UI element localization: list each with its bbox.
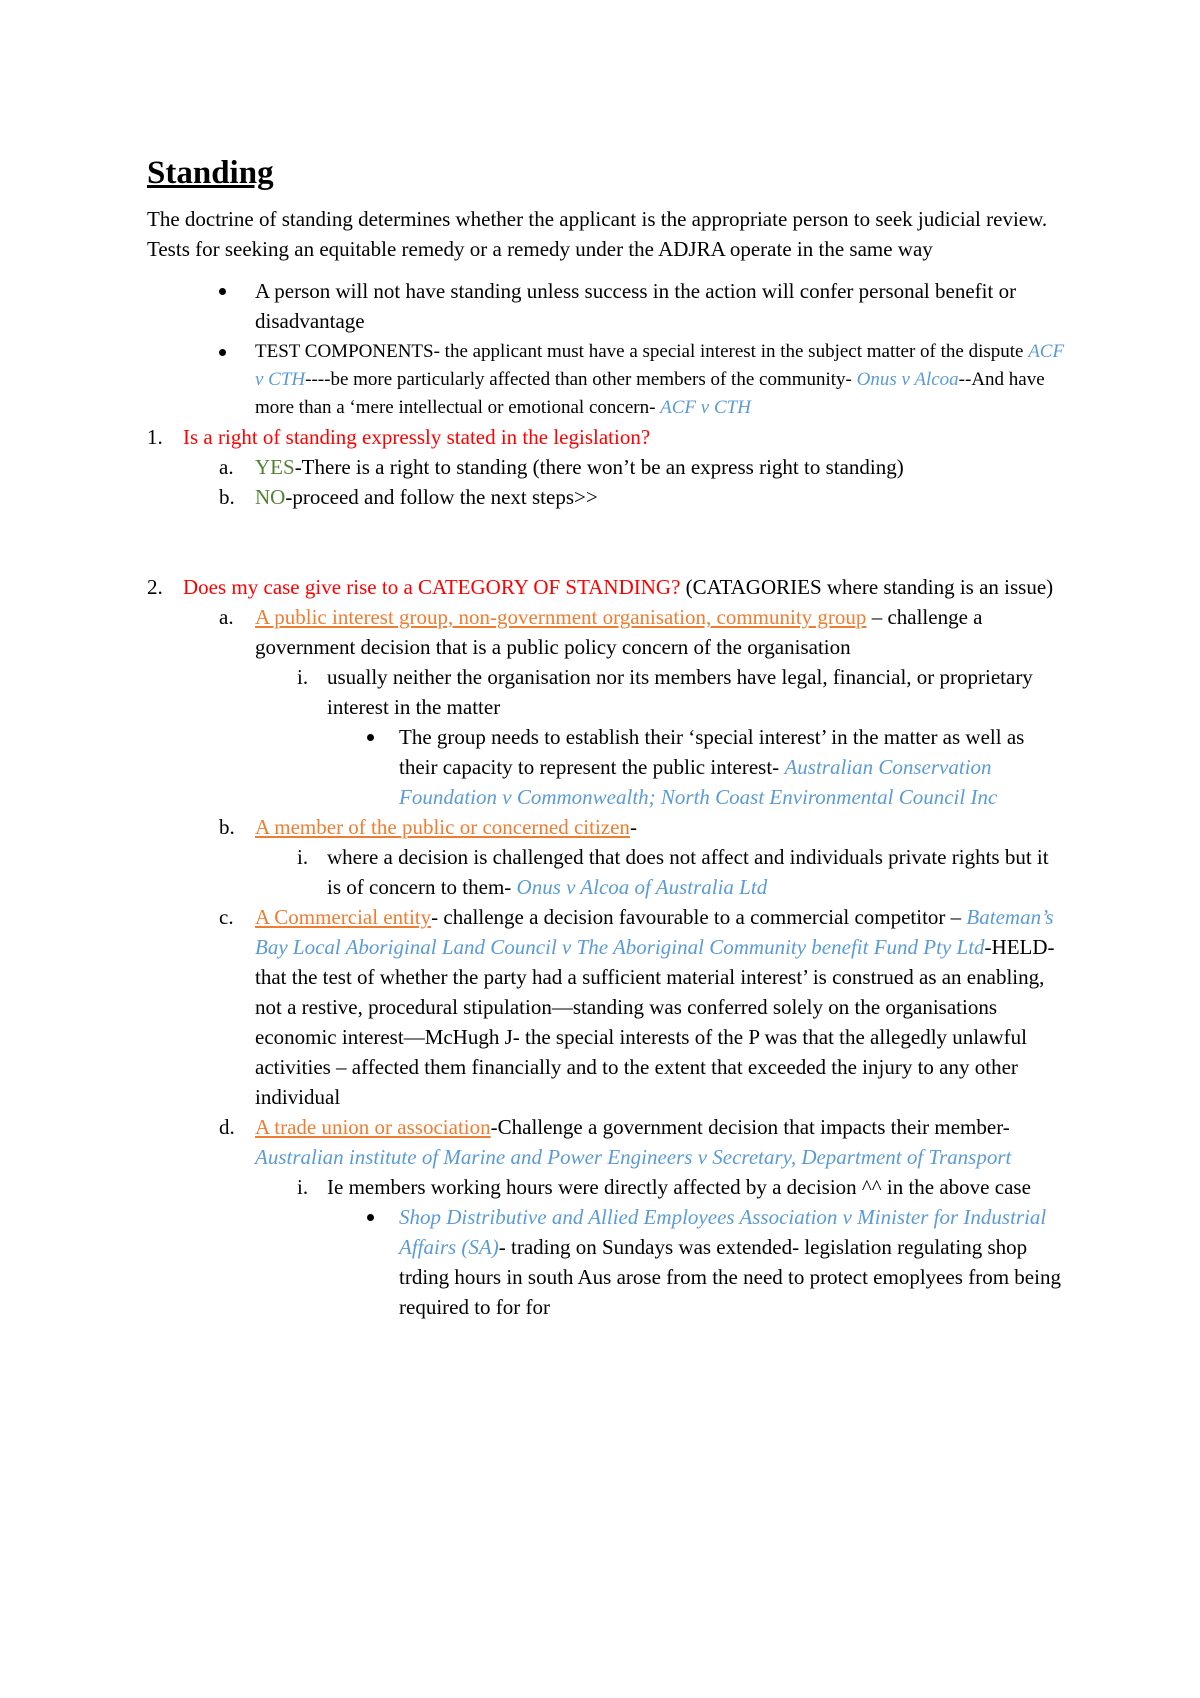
case-citation: Australian institute of Marine and Power Engineers v Secretary, Department of Transport	[255, 1145, 1012, 1169]
roman-item	[147, 842, 1067, 902]
question-text: Is a right of standing expressly stated in the legislation?	[183, 425, 651, 449]
question-note: (CATAGORIES where standing is an issue)	[680, 575, 1054, 599]
roman-item	[147, 662, 1067, 722]
sub-text: -proceed and follow the next steps>>	[285, 485, 598, 509]
sub-text: -Challenge a government decision that impacts their member-	[490, 1115, 1010, 1139]
category-label: A member of the public or concerned citizen	[255, 815, 630, 839]
page-title: Standing	[147, 155, 274, 191]
roman-marker: i.	[297, 665, 309, 689]
list-number: 2.	[147, 575, 163, 599]
sub-item	[147, 812, 1067, 842]
sub-item	[147, 482, 1067, 512]
roman-text: Ie members working hours were directly affected by a decision ^^ in the above case	[327, 1175, 1031, 1199]
sub-marker: b.	[219, 815, 235, 839]
case-citation: Onus v Alcoa	[856, 369, 959, 390]
list-item	[147, 1202, 1067, 1322]
list-number: 1.	[147, 425, 163, 449]
case-citation: Australian Conservation Foundation v Commonwealth; North Coast Environmental Council Inc	[399, 755, 998, 809]
yes-label: YES	[255, 455, 295, 479]
intro-paragraph: The doctrine of standing determines whether the applicant is the appropriate person to seek judicial review. Tests for seeking an equitable remedy or a remedy under the ADJRA operate in the same way	[147, 207, 1048, 261]
bullet-text: A person will not have standing unless success in the action will confer personal benefit or disadvantage	[255, 279, 1017, 333]
sub-marker: a.	[219, 455, 234, 479]
bullet-icon	[367, 734, 374, 741]
bullet-icon	[219, 349, 226, 356]
list-item	[147, 276, 1067, 336]
category-label: A public interest group, non-government organisation, community group	[255, 605, 867, 629]
roman-marker: i.	[297, 845, 309, 869]
document-content	[147, 138, 1067, 1322]
sub-text: - challenge a decision favourable to a commercial competitor –	[431, 905, 967, 929]
case-citation: Onus v Alcoa of Australia Ltd	[516, 875, 768, 899]
category-label: A Commercial entity	[255, 905, 432, 929]
sub-item	[147, 902, 1067, 1112]
roman-text: usually neither the organisation nor its members have legal, financial, or proprietary interest in the matter	[327, 665, 1033, 719]
bullet-icon	[219, 288, 226, 295]
case-citation: ACF v CTH	[660, 397, 751, 418]
sub-marker: a.	[219, 605, 234, 629]
roman-text: where a decision is challenged that does not affect and individuals private rights but it is of concern to them-	[327, 845, 1049, 899]
sub-text: -	[629, 815, 637, 839]
roman-item	[147, 1172, 1067, 1202]
no-label: NO	[255, 485, 286, 509]
category-label: A trade union or association	[255, 1115, 491, 1139]
list-item	[147, 338, 1067, 422]
case-citation: Bateman’s Bay Local Aboriginal Land Council v The Aboriginal Community benefit Fund Pty Ltd	[255, 905, 1054, 959]
blank-space	[147, 512, 1067, 572]
sub-item	[147, 1112, 1067, 1172]
sub-marker: c.	[219, 905, 234, 929]
bullet-text: The group needs to establish their ‘special interest’ in the matter as well as their capacity to represent the public interest-	[399, 725, 1025, 779]
roman-marker: i.	[297, 1175, 309, 1199]
sub-item	[147, 452, 1067, 482]
question-text: Does my case give rise to a CATEGORY OF STANDING?	[183, 575, 681, 599]
case-citation: ACF v CTH	[255, 341, 1065, 390]
list-item	[147, 722, 1067, 812]
sub-marker: d.	[219, 1115, 235, 1139]
numbered-item	[147, 572, 1067, 602]
bullet-text: --And have more than a ‘mere intellectual or emotional concern-	[255, 369, 1045, 418]
case-citation: Shop Distributive and Allied Employees Association v Minister for Industrial Affairs (SA)	[399, 1205, 1047, 1259]
bullet-text: ----be more particularly affected than other members of the community-	[305, 369, 857, 390]
bullet-text: - trading on Sundays was extended- legislation regulating shop trding hours in south Aus arose from the need to protect emoplyees from being required to for for	[399, 1235, 1061, 1319]
sub-marker: b.	[219, 485, 235, 509]
numbered-item	[147, 422, 1067, 452]
sub-text: -HELD-that the test of whether the party had a sufficient material interest’ is construed as an enabling, not a restive, procedural stipulation—standing was conferred solely on the organisations economic interest—McHugh J- the special interests of the P was that the allegedly unlawful activities – affected them financially and to the extent that exceeded the injury to any other individual	[255, 935, 1055, 1109]
bullet-icon	[367, 1214, 374, 1221]
sub-text: – challenge a government decision that is a public policy concern of the organisation	[255, 605, 983, 659]
bullet-text: TEST COMPONENTS- the applicant must have a special interest in the subject matter of the dispute	[255, 341, 1029, 362]
sub-item	[147, 602, 1067, 662]
sub-text: -There is a right to standing (there won’t be an express right to standing)	[294, 455, 904, 479]
